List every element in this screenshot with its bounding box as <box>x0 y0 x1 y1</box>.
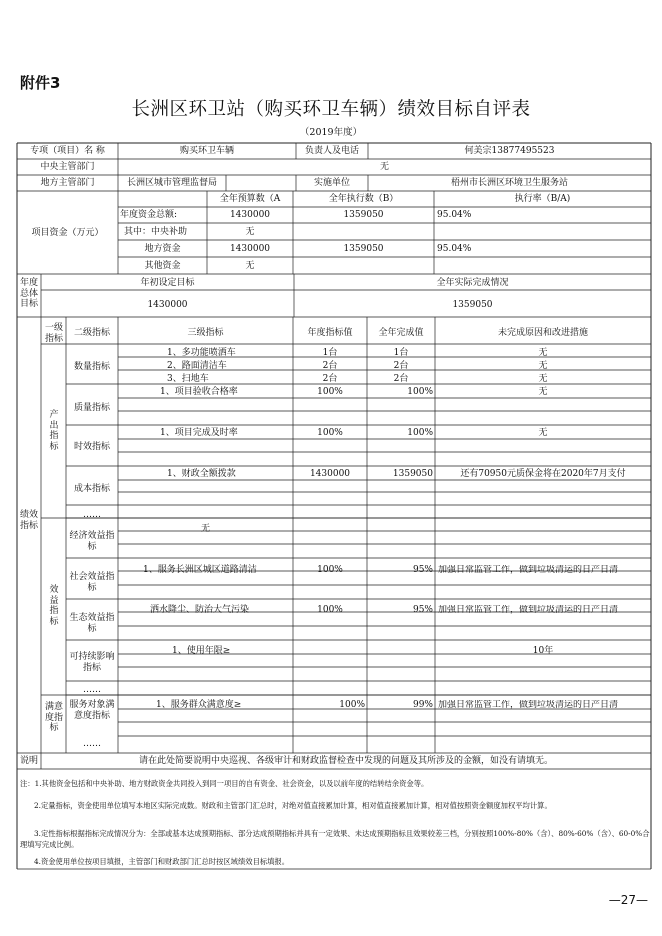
q1-name: 1、多功能喷洒车 <box>167 348 236 358</box>
output-indicators-label: 产出指标 <box>49 410 59 452</box>
funds-local-label: 地方资金 <box>144 244 181 254</box>
q2-name: 2、路面清洁车 <box>167 361 227 371</box>
sustainability-label: 可持续影响指标 <box>69 652 115 673</box>
service-satisfaction-label: 服务对象满意度指标 <box>69 700 115 721</box>
t1-name: 1、项目完成及时率 <box>160 428 238 438</box>
q3-name: 3、扫地车 <box>167 374 209 384</box>
unit-value: 梧州市长洲区环境卫生服务站 <box>450 178 568 188</box>
col-done-header: 全年完成值 <box>378 328 424 338</box>
ecological-label: 生态效益指标 <box>69 613 115 634</box>
owner-label: 负责人及电话 <box>304 146 359 156</box>
q2-done: 2台 <box>393 361 409 371</box>
timeliness-label: 时效指标 <box>73 442 110 452</box>
annual-target-header: 年初设定目标 <box>140 278 195 288</box>
col-reason-header: 未完成原因和改进措施 <box>497 328 588 338</box>
col-target-header: 年度指标值 <box>307 328 353 338</box>
page-number: —27— <box>608 893 648 907</box>
c1-reason: 还有70950元质保金将在2020年7月支付 <box>460 469 626 479</box>
q2-target: 2台 <box>322 361 338 371</box>
central-dept-value: 无 <box>379 162 389 172</box>
economic-label: 经济效益指标 <box>69 531 115 552</box>
project-name-label: 专项（项目）名 称 <box>30 146 105 156</box>
col-exec-header: 全年执行数（B） <box>328 194 399 204</box>
note-2: 2.定量指标，资金使用单位填写本地区实际完成数。财政和主管部门汇总时，对绝对值直接累加计算，相对值直接累加计算，相对值按照资金额度加权平均计算。 <box>34 801 552 810</box>
g1-name: 洒水降尘、防治大气污染 <box>150 605 250 615</box>
c1-target: 1430000 <box>309 469 351 479</box>
q1-done: 1台 <box>393 348 409 358</box>
qa1-name: 1、项目验收合格率 <box>160 387 238 397</box>
t1-reason: 无 <box>538 428 548 438</box>
quantity-label: 数量指标 <box>73 362 110 372</box>
annual-target-value: 1430000 <box>147 300 188 310</box>
qa1-done: 100% <box>407 387 433 397</box>
note-1: 注：1.其他资金包括和中央补助、地方财政资金共同投入到同一项目的自有资金、社会资金，以及以前年度的结转结余资金等。 <box>20 779 429 788</box>
benefit-ellipsis: …… <box>83 685 101 695</box>
output-ellipsis: …… <box>83 510 101 520</box>
benefit-indicators-label: 效益指标 <box>49 585 59 627</box>
satisfaction-ellipsis: …… <box>83 739 101 749</box>
su1-reason: 10年 <box>532 646 554 656</box>
local-dept-value: 长洲区城市管理监督局 <box>126 178 217 188</box>
annual-actual-value: 1359050 <box>452 300 493 310</box>
owner-value: 何美宗13877495523 <box>464 146 555 156</box>
attachment-label: 附件3 <box>20 74 61 92</box>
col-budget-header: 全年预算数（A <box>219 194 281 204</box>
funds-total-exec: 1359050 <box>343 210 384 220</box>
unit-label: 实施单位 <box>313 178 350 188</box>
col-level1-header: 一级指标 <box>44 323 63 344</box>
sv1-reason: 加强日常监管工作，做到垃圾清运的日产日清 <box>438 700 619 710</box>
sv1-target: 100% <box>339 700 365 710</box>
q3-target: 2台 <box>322 374 338 384</box>
t1-done: 100% <box>407 428 433 438</box>
funds-other-label: 其他资金 <box>144 261 181 271</box>
col-rate-header: 执行率（B/A) <box>514 194 571 204</box>
c1-name: 1、财政全额拨款 <box>167 469 236 479</box>
note-3: 3.定性指标根据指标完成情况分为：全部或基本达成预期指标、部分达成预期指标并具有一定效果、未达成预期指标且效果较差三档，分别按照100%-80%（含）、80%-60%（含）、60-0%合理填写完成比例。 <box>20 829 650 849</box>
t1-target: 100% <box>317 428 343 438</box>
annual-actual-header: 全年实际完成情况 <box>436 278 509 288</box>
funds-local-budget: 1430000 <box>229 244 271 254</box>
qa1-reason: 无 <box>538 387 548 397</box>
g1-reason: 加强日常监管工作，做到垃圾清运的日产日清 <box>438 605 619 615</box>
annual-target-label: 年度总体目标 <box>19 278 38 309</box>
s1-target: 100% <box>317 565 343 575</box>
g1-done: 95% <box>412 605 433 615</box>
satisfaction-indicators-label: 满意度指标 <box>44 702 63 733</box>
funds-other-budget: 无 <box>245 261 255 271</box>
s1-name: 1、服务长洲区城区道路清洁 <box>143 565 257 575</box>
note-4: 4.资金使用单位按项目填报，主管部门和财政部门汇总时按区域绩效目标填报。 <box>34 857 290 866</box>
q1-target: 1台 <box>322 348 338 358</box>
q3-reason: 无 <box>538 374 548 384</box>
qa1-target: 100% <box>317 387 343 397</box>
social-label: 社会效益指标 <box>69 572 115 593</box>
g1-target: 100% <box>317 605 343 615</box>
e1-name: 无 <box>200 524 210 534</box>
sv1-name: 1、服务群众满意度≥ <box>156 700 242 710</box>
s1-reason: 加强日常监管工作，做到垃圾清运的日产日清 <box>438 565 619 575</box>
q1-reason: 无 <box>538 348 548 358</box>
q2-reason: 无 <box>538 361 548 371</box>
funds-total-label: 年度资金总额: <box>120 210 178 220</box>
page-title: 长洲区环卫站（购买环卫车辆）绩效目标自评表 <box>131 99 531 120</box>
sv1-done: 99% <box>412 700 433 710</box>
c1-done: 1359050 <box>392 469 433 479</box>
project-name-value: 购买环卫车辆 <box>179 146 234 156</box>
funds-local-rate: 95.04% <box>437 244 472 254</box>
funds-central-budget: 无 <box>245 227 255 237</box>
su1-name: 1、使用年限≥ <box>172 646 231 656</box>
local-dept-label: 地方主管部门 <box>40 178 95 188</box>
explain-label: 说明 <box>19 756 38 766</box>
s1-done: 95% <box>412 565 433 575</box>
funds-total-rate: 95.04% <box>437 210 472 220</box>
funds-total-budget: 1430000 <box>229 210 271 220</box>
year-label: （2019年度） <box>299 127 363 138</box>
perf-indicators-label: 绩效指标 <box>20 510 39 531</box>
q3-done: 2台 <box>393 374 409 384</box>
explain-text: 请在此处简要说明中央巡视、各级审计和财政监督检查中发现的问题及其所涉及的金额，如没有请填无。 <box>138 756 553 766</box>
cost-label: 成本指标 <box>73 484 110 494</box>
col-level3-header: 三级指标 <box>187 328 224 338</box>
central-dept-label: 中央主管部门 <box>40 162 95 172</box>
funds-central-label: 其中：中央补助 <box>124 227 188 237</box>
col-level2-header: 二级指标 <box>73 328 110 338</box>
quality-label: 质量指标 <box>73 403 110 413</box>
funds-label: 项目资金（万元） <box>31 228 104 238</box>
funds-local-exec: 1359050 <box>343 244 384 254</box>
